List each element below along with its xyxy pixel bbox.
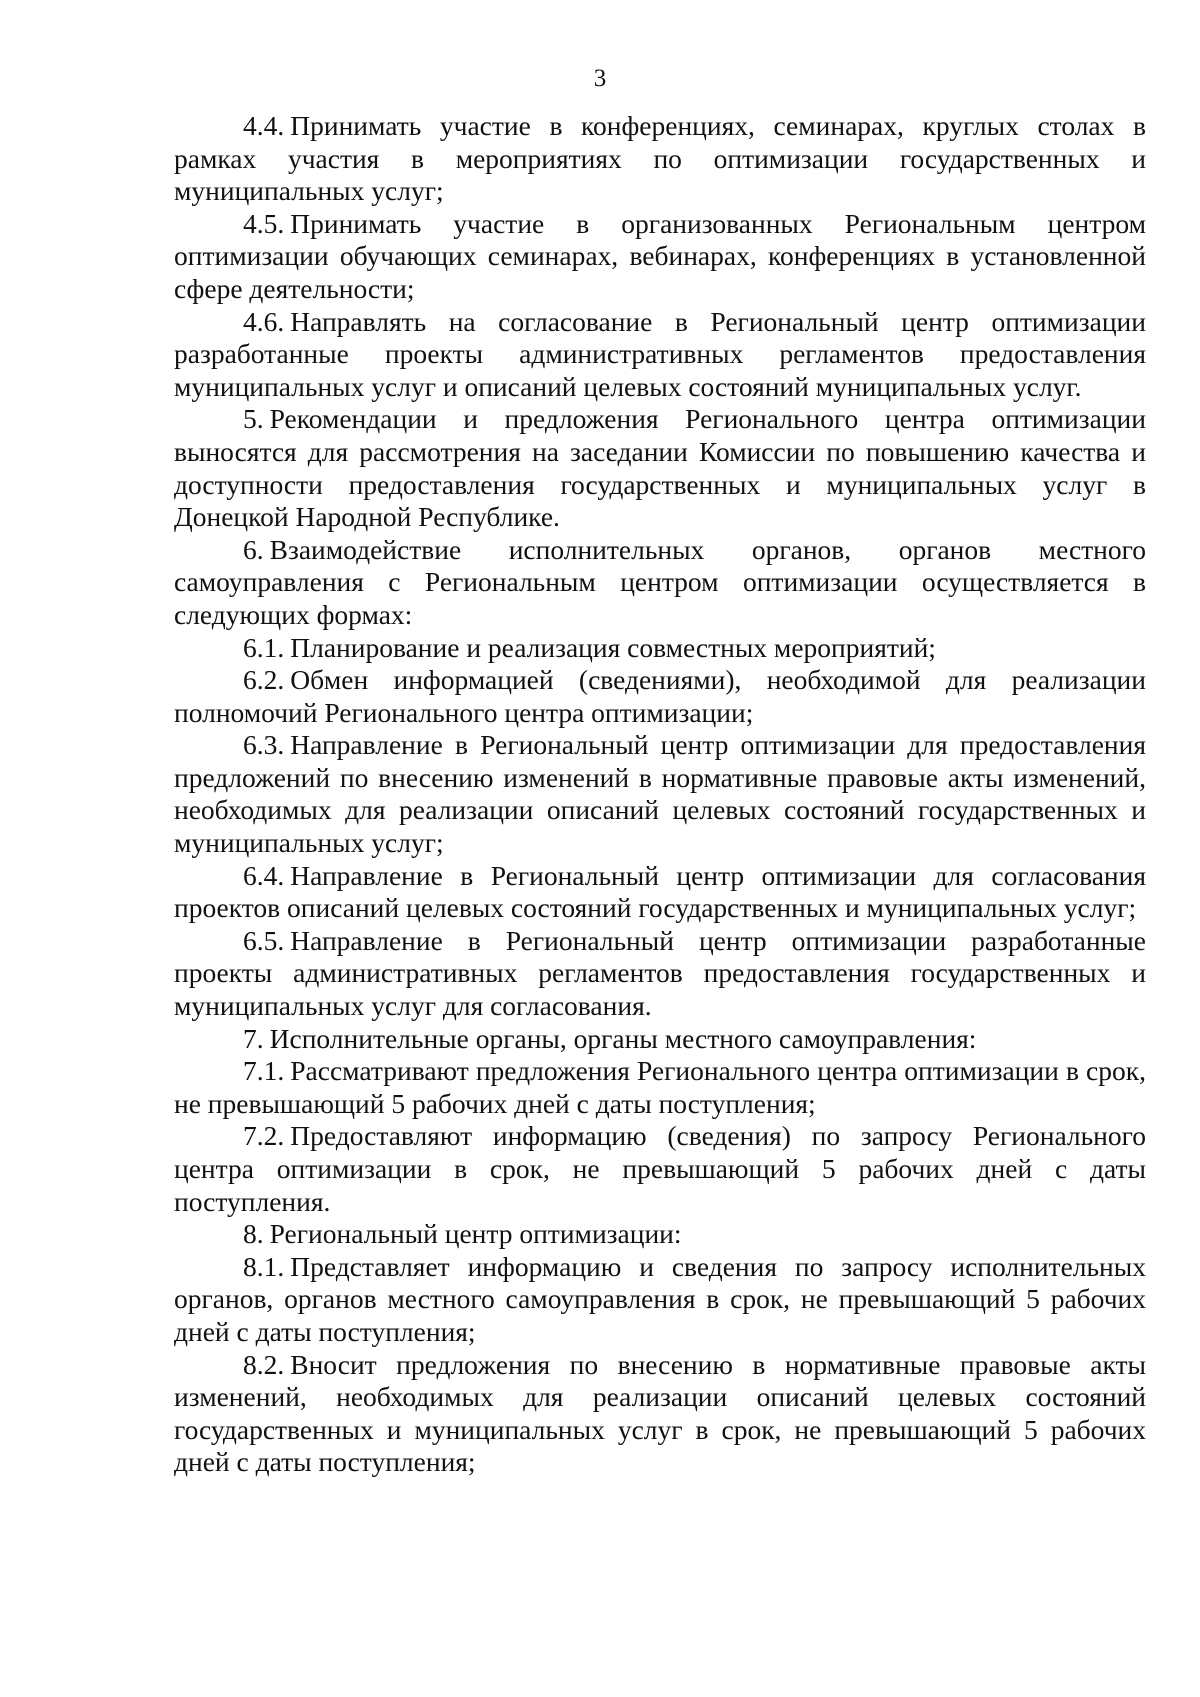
paragraph-number: 6. <box>243 533 264 565</box>
paragraph-number: 8.1. <box>243 1250 285 1282</box>
paragraph-text: Направление в Региональный центр оптимизации для согласования проектов описаний целевых состояний государственных и муниципальных услуг; <box>174 859 1146 924</box>
paragraph-4-4 <box>174 110 1146 208</box>
paragraph-text: Принимать участие в конференциях, семинарах, круглых столах в рамках участия в мероприятиях по оптимизации государственных и муниципальных услуг; <box>174 110 1146 207</box>
paragraph-text: Принимать участие в организованных Региональным центром оптимизации обучающих семинарах, вебинарах, конференциях в установленной сфере деятельности; <box>174 207 1146 304</box>
paragraph-number: 6.2. <box>243 664 285 696</box>
paragraph-text: Направлять на согласование в Региональный центр оптимизации разработанные проекты административных регламентов предоставления муниципальных услуг и описаний целевых состояний муниципальных услуг. <box>174 305 1146 402</box>
paragraph-text: Региональный центр оптимизации: <box>269 1218 682 1250</box>
paragraph-text: Рассматривают предложения Регионального центра оптимизации в срок, не превышающий 5 рабочих дней с даты поступления; <box>174 1055 1146 1119</box>
paragraph-number: 5. <box>243 403 264 435</box>
page-number: 3 <box>593 65 607 92</box>
paragraph-6-5 <box>174 925 1146 1023</box>
paragraph-text: Направление в Региональный центр оптимизации разработанные проекты административных регламентов предоставления государственных и муниципальных услуг для согласования. <box>174 924 1146 1022</box>
paragraph-7 <box>174 1023 1146 1056</box>
paragraph-number: 4.6. <box>243 305 285 337</box>
paragraph-text: Направление в Региональный центр оптимизации для предоставления предложений по внесению изменений в нормативные правовые акты изменений, необходимых для реализации описаний целевых состояний государственных и муниципальных услуг; <box>174 729 1146 859</box>
paragraph-6-4 <box>174 860 1146 925</box>
paragraph-number: 6.4. <box>243 859 285 891</box>
paragraph-text: Обмен информацией (сведениями), необходимой для реализации полномочий Регионального центра оптимизации; <box>174 664 1146 728</box>
paragraph-8-1 <box>174 1251 1146 1349</box>
paragraph-number: 7.1. <box>243 1055 285 1087</box>
paragraph-8 <box>174 1218 1146 1251</box>
paragraph-4-5 <box>174 208 1146 306</box>
document-body <box>174 110 1146 1479</box>
paragraph-7-1 <box>174 1055 1146 1120</box>
paragraph-text: Планирование и реализация совместных мероприятий; <box>290 631 936 663</box>
paragraph-text: Взаимодействие исполнительных органов, органов местного самоуправления с Региональным центром оптимизации осуществляется в следующих формах: <box>174 533 1146 630</box>
paragraph-8-2 <box>174 1349 1146 1479</box>
paragraph-number: 7.2. <box>243 1120 285 1152</box>
paragraph-text: Рекомендации и предложения Регионального центра оптимизации выносятся для рассмотрения на заседании Комиссии по повышению качества и доступности предоставления государственных и муниципальных услуг в Донецкой Народной Республике. <box>174 403 1146 533</box>
paragraph-number: 8. <box>243 1218 264 1250</box>
paragraph-5 <box>174 403 1146 533</box>
paragraph-number: 7. <box>243 1022 264 1054</box>
paragraph-number: 6.1. <box>243 631 285 663</box>
paragraph-text: Исполнительные органы, органы местного самоуправления: <box>269 1022 977 1054</box>
paragraph-number: 4.4. <box>243 110 285 141</box>
paragraph-text: Вносит предложения по внесению в нормативные правовые акты изменений, необходимых для реализации описаний целевых состояний государственных и муниципальных услуг в срок, не превышающий 5 рабочих дней с даты поступления; <box>174 1348 1146 1478</box>
paragraph-number: 8.2. <box>243 1348 285 1380</box>
paragraph-4-6 <box>174 306 1146 404</box>
paragraph-7-2 <box>174 1120 1146 1218</box>
paragraph-6-3 <box>174 729 1146 859</box>
paragraph-number: 6.5. <box>243 924 285 956</box>
paragraph-text: Предоставляют информацию (сведения) по запросу Регионального центра оптимизации в срок, не превышающий 5 рабочих дней с даты поступления. <box>174 1120 1146 1217</box>
paragraph-6-1 <box>174 632 1146 665</box>
paragraph-number: 4.5. <box>243 207 285 239</box>
paragraph-6-2 <box>174 664 1146 729</box>
paragraph-text: Представляет информацию и сведения по запросу исполнительных органов, органов местного самоуправления в срок, не превышающий 5 рабочих дней с даты поступления; <box>174 1250 1146 1347</box>
paragraph-6 <box>174 534 1146 632</box>
paragraph-number: 6.3. <box>243 729 285 761</box>
